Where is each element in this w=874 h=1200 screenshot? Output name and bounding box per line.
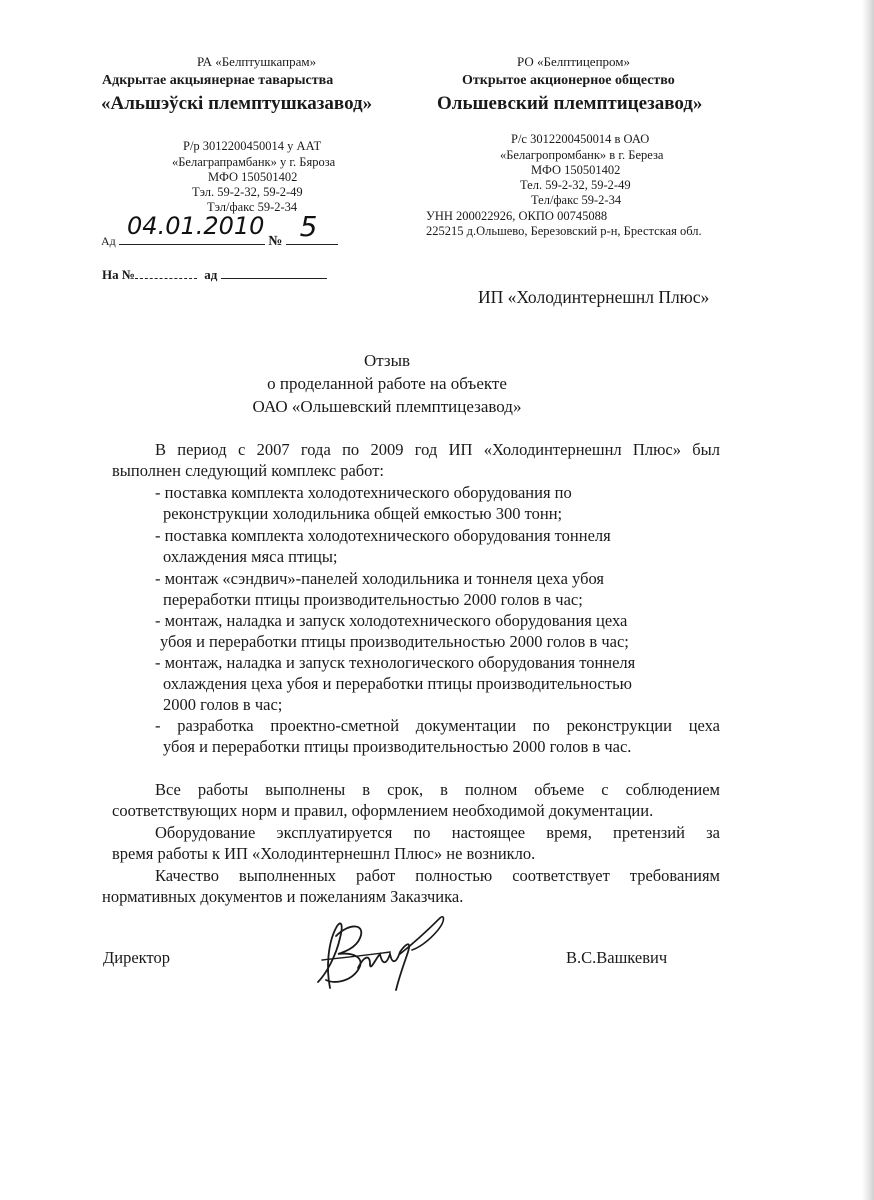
list-item-6-line-1: - разработка проектно-сметной документации по реконструкции цеха [155,716,720,735]
para-3-line-2: нормативных документов и пожеланиям Заказчика. [102,887,464,906]
right-fax: Тел/факс 59-2-34 [531,193,622,207]
right-phone: Тел. 59-2-32, 59-2-49 [520,178,631,192]
para-1-line-2: соответствующих норм и правил, оформлением необходимой документации. [112,801,654,820]
right-bank: «Белагропромбанк» в г. Береза [500,148,664,162]
para-2-line-1: Оборудование эксплуатируется по настоящее время, претензий за [155,823,720,842]
left-fax: Тэл/факс 59-2-34 [207,200,298,214]
na-label: На № [102,267,135,282]
left-mfo: МФО 150501402 [208,170,298,184]
scan-edge-shadow [862,0,874,1200]
left-org-name: «Альшэўскі племптушказавод» [101,93,373,114]
left-bank: «Белаграпрамбанк» у г. Бяроза [172,155,336,169]
list-item-1-line-2: реконструкции холодильника общей емкостью 300 тонн; [163,504,563,523]
list-item-5-line-3: 2000 голов в час; [163,695,283,714]
outgoing-line [101,210,338,250]
signatory-name: В.С.Вашкевич [566,948,668,967]
list-item-4-line-1: - монтаж, наладка и запуск холодотехнического оборудования цеха [155,611,628,630]
list-item-4-line-2: убоя и переработки птицы производительностью 2000 голов в час; [160,632,629,651]
left-org-type: Адкрытае акцыянернае таварыства [102,73,334,88]
left-phone: Тэл. 59-2-32, 59-2-49 [192,185,303,199]
right-mfo: МФО 150501402 [531,163,621,177]
para-3-line-1: Качество выполненных работ полностью соответствует требованиям [155,866,720,885]
addressee: ИП «Холодинтернешнл Плюс» [478,287,710,307]
from-label: Ад [101,234,116,248]
handwritten-signature [300,908,480,1000]
para-1-line-1: Все работы выполнены в срок, в полном объеме с соблюдением [155,780,720,799]
title-line-3: ОАО «Ольшевский племптицезавод» [252,397,522,416]
list-item-3-line-2: переработки птицы производительностью 2000 голов в час; [163,590,583,609]
intro-line-1: В период с 2007 года по 2009 год ИП «Холодинтернешнл Плюс» был [155,440,720,459]
list-item-5-line-2: охлаждения цеха убоя и переработки птицы производительностью [163,674,632,693]
right-org-name: Ольшевский племптицезавод» [437,93,703,114]
right-account: Р/с 3012200450014 в ОАО [511,132,650,146]
handwritten-date: 04.01.2010 [127,212,265,240]
left-account: Р/р 3012200450014 у ААТ [183,139,322,153]
right-org-type: Открытое акционерное общество [462,73,675,88]
right-org-short: РО «Белптицепром» [517,54,631,69]
intro-line-2: выполнен следующий комплекс работ: [112,461,385,480]
right-unn: УНН 200022926, ОКПО 00745088 [426,209,608,223]
list-item-1-line-1: - поставка комплекта холодотехнического оборудования по [155,483,572,502]
incoming-line [102,267,327,283]
number-field [286,210,338,245]
right-address: 225215 д.Ольшево, Березовский р-н, Брестская обл. [426,224,702,238]
handwritten-number: 5 [299,210,318,243]
signatory-position: Директор [103,948,170,967]
number-label: № [268,234,283,249]
ad-label: ад [204,267,218,282]
title-line-2: о проделанной работе на объекте [267,374,507,393]
list-item-2-line-1: - поставка комплекта холодотехнического оборудования тоннеля [155,526,611,545]
incoming-date-field [221,278,327,279]
list-item-3-line-1: - монтаж «сэндвич»-панелей холодильника и тоннеля цеха убоя [155,569,604,588]
date-field [119,212,265,245]
list-item-6-line-2: убоя и переработки птицы производительностью 2000 голов в час. [163,737,632,756]
para-2-line-2: время работы к ИП «Холодинтернешнл Плюс» не возникло. [112,844,536,863]
title-line-1: Отзыв [363,351,411,370]
incoming-number-field [135,278,197,279]
list-item-2-line-2: охлаждения мяса птицы; [163,547,338,566]
list-item-5-line-1: - монтаж, наладка и запуск технологического оборудования тоннеля [155,653,636,672]
left-org-short: РА «Белптушкапрам» [197,54,317,69]
